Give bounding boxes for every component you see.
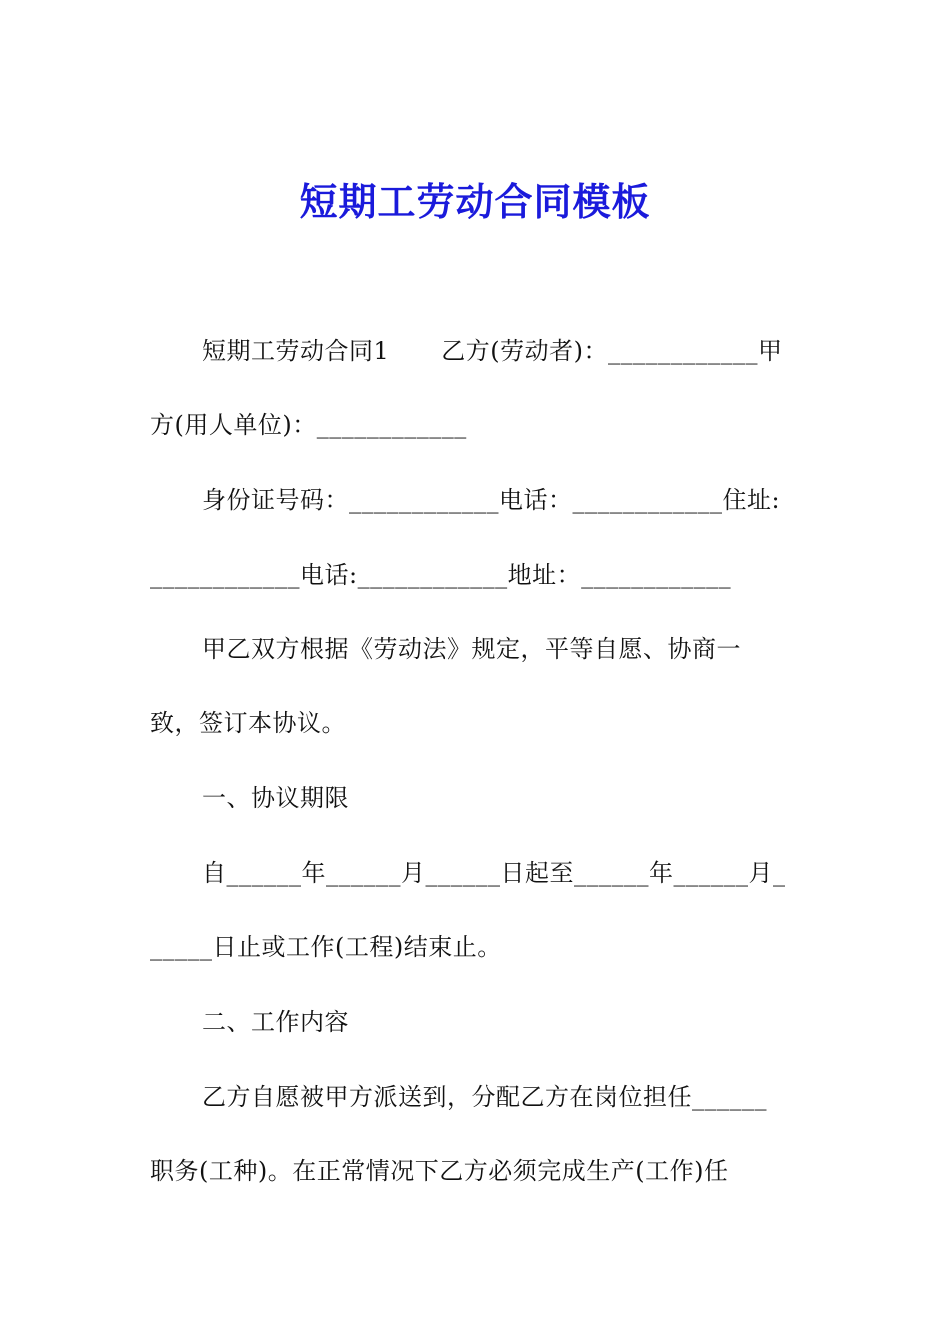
paragraph-line-11: 乙方自愿被甲方派送到，分配乙方在岗位担任______ (202, 1083, 767, 1111)
paragraph-line-2: 方(用人单位)：____________ (150, 411, 467, 439)
paragraph-line-6: 致，签订本协议。 (150, 709, 346, 737)
paragraph-line-9: _____日止或工作(工程)结束止。 (150, 933, 502, 961)
document-title: 短期工劳动合同模板 (299, 179, 651, 224)
paragraph-line-4: ____________电话:____________地址：____________ (150, 561, 732, 589)
contract-number-text: 短期工劳动合同1 (202, 337, 390, 365)
paragraph-line-8: 自______年______月______日起至______年______月_ (202, 859, 786, 887)
party-b-field: 乙方(劳动者)：____________甲 (441, 337, 783, 365)
paragraph-line-3: 身份证号码：____________电话：____________住址: (202, 486, 781, 514)
paragraph-line-1 (202, 333, 812, 369)
section-heading-work: 二、工作内容 (202, 1008, 349, 1036)
paragraph-line-5: 甲乙双方根据《劳动法》规定，平等自愿、协商一 (202, 635, 741, 663)
paragraph-line-12: 职务(工种)。在正常情况下乙方必须完成生产(工作)任 (150, 1157, 729, 1185)
section-heading-term: 一、协议期限 (202, 784, 349, 812)
